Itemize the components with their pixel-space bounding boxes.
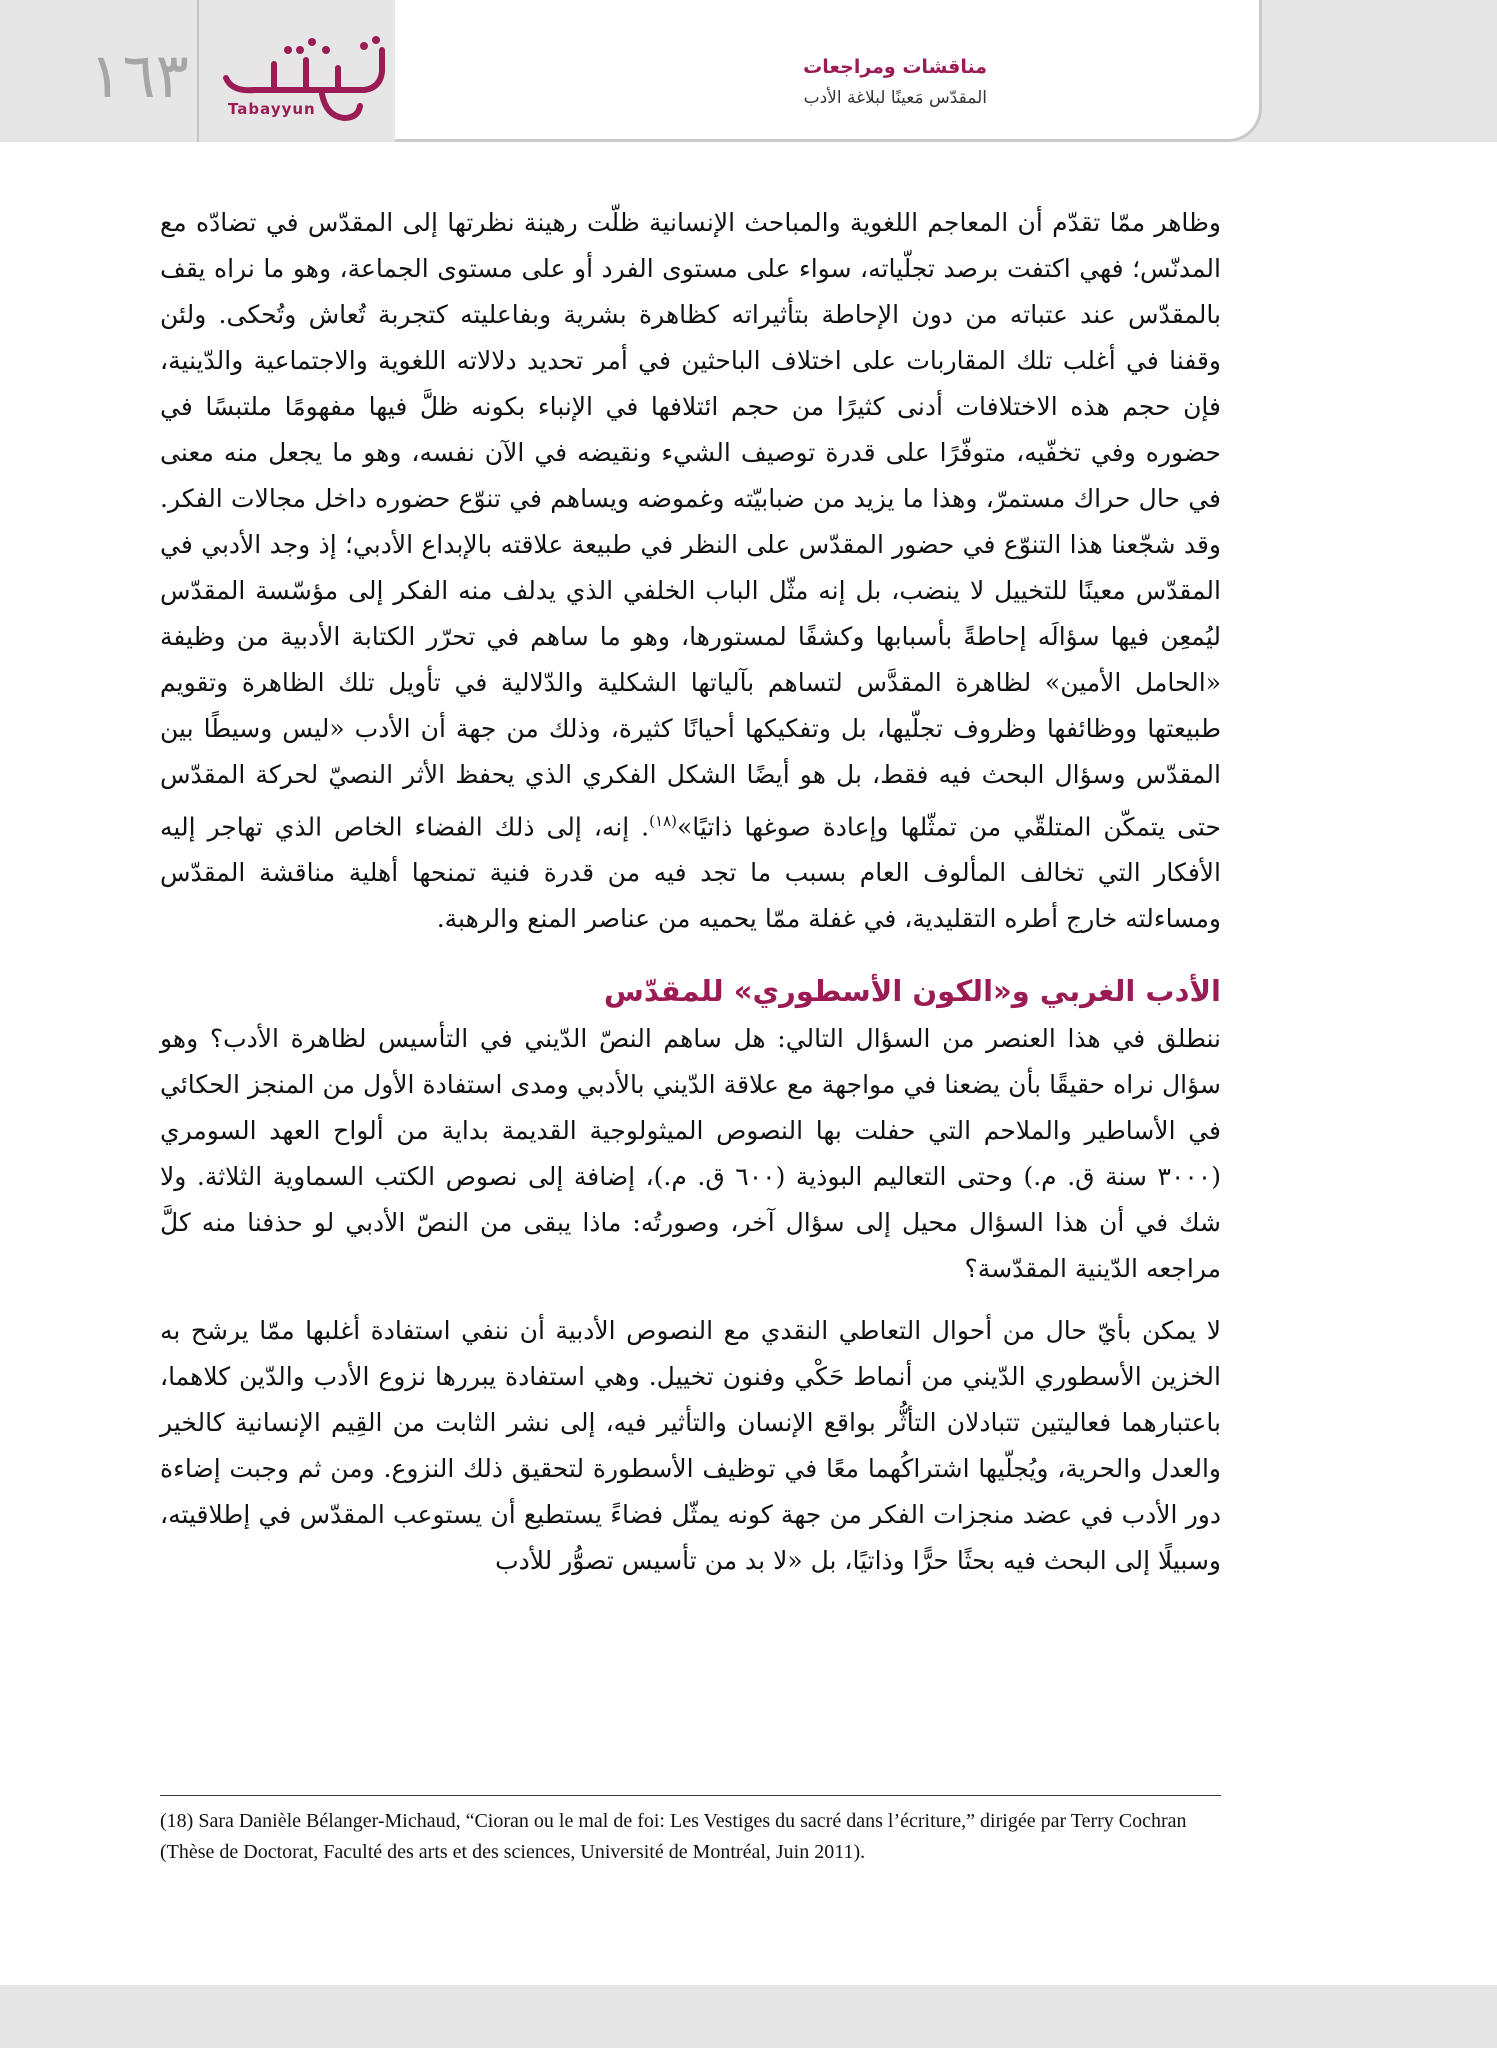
page-number: ١٦٣ (89, 39, 189, 112)
footnote-rule (160, 1795, 1221, 1796)
logo-latin-text: Tabayyun (228, 100, 316, 118)
paragraph-text: . إنه، إلى ذلك الفضاء الخاص الذي تهاجر إليه الأفكار التي تخالف المألوف العام بسبب ما تجد فيه من قدرة فنية تمنحها أهلية مناقشة المقدّس ومساءلته خارج أطره التقليدية، في غفلة ممّا يحميه من عناصر المنع والرهبة. (160, 812, 1221, 934)
footnote-reference: (١٨) (649, 812, 677, 830)
section-heading: الأدب الغربي و«الكون الأسطوري» للمقدّس (603, 974, 1221, 1009)
section-title: مناقشات ومراجعات (803, 56, 987, 78)
paragraph: ننطلق في هذا العنصر من السؤال التالي: هل ساهم النصّ الدّيني في التأسيس لظاهرة الأدب؟ وهو سؤال نراه حقيقًا بأن يضعنا في مواجهة مع علاقة الدّيني بالأدبي ومدى استفادة الأول من المنجز الحكائي في الأساطير والملاحم التي حفلت بها النصوص الميثولوجية القديمة بداية من ألواح العهد السومري (٣٠٠٠ سنة ق. م.) وحتى التعاليم البوذية (٦٠٠ ق. م.)، إضافة إلى نصوص الكتب السماوية الثلاثة. ولا شك في أن هذا السؤال محيل إلى سؤال آخر، وصورتُه: ماذا يبقى من النصّ الأدبي لو حذفنا منه كلَّ مراجعه الدّينية المقدّسة؟ (160, 1024, 1221, 1284)
running-title: المقدّس مَعينًا لبلاغة الأدب (803, 88, 987, 108)
bottom-band (0, 1985, 1497, 2048)
article-body (160, 200, 1221, 1584)
paragraph: لا يمكن بأيّ حال من أحوال التعاطي النقدي مع النصوص الأدبية أن ننفي استفادة أغلبها ممّا يرشح به الخزين الأسطوري الدّيني من أنماط حَكْي وفنون تخييل. وهي استفادة يبررها نزوع الأدب والدّين كلاهما، باعتبارهما فعاليتين تتبادلان التأثُّر بواقع الإنسان والتأثير فيه، إلى نشر الثابت من القِيم الإنسانية كالخير والعدل والحرية، ويُجلّيها اشتراكُهما معًا في توظيف الأسطورة لتحقيق ذلك النزوع. ومن ثم وجبت إضاءة دور الأدب في عضد منجزات الفكر من جهة كونه يمثّل فضاءً يستطيع أن يستوعب المقدّس في إطلاقيته، وسبيلًا إلى البحث فيه بحثًا حرًّا وذاتيًا، بل «لا بد من تأسيس تصوُّر للأدب (160, 1316, 1221, 1576)
tabayyun-logo (214, 20, 396, 132)
paragraph-text: وظاهر ممّا تقدّم أن المعاجم اللغوية والمباحث الإنسانية ظلّت رهينة نظرتها إلى المقدّس في تضادّه مع المدنّس؛ فهي اكتفت برصد تجلّياته، سواء على مستوى الفرد أو على مستوى الجماعة، وهو ما نراه يقف بالمقدّس عند عتباته من دون الإحاطة بتأثيراته كظاهرة بشرية وبفاعليته كتجربة تُعاش وتُحكى. ولئن وقفنا في أغلب تلك المقاربات على اختلاف الباحثين في أمر تحديد دلالاته اللغوية والاجتماعية والدّينية، فإن حجم هذه الاختلافات أدنى كثيرًا من حجم ائتلافها في الإنباء بكونه ظلَّ فيها مفهومًا ملتبسًا في حضوره وفي تخفّيه، متوفّرًا على قدرة توصيف الشيء ونقيضه في الآن نفسه، وهو ما يجعل منه معنى في حال حراك مستمرّ، وهذا ما يزيد من ضبابيّته وغموضه ويساهم في تنوّع حضوره داخل مجالات الفكر. وقد شجّعنا هذا التنوّع في حضور المقدّس على النظر في طبيعة علاقته بالإبداع الأدبي؛ إذ وجد الأدبي في المقدّس معينًا للتخييل لا ينضب، بل إنه مثّل الباب الخلفي الذي يدلف منه الفكر إلى مؤسّسة المقدّس ليُمعِن فيها سؤالَه إحاطةً بأسبابها وكشفًا لمستورها، وهو ما ساهم في تحرّر الكتابة الأدبية من وظيفة «الحامل الأمين» لظاهرة المقدَّس لتساهم بآلياتها الشكلية والدّلالية في تأويل تلك الظاهرة وتقويم طبيعتها ووظائفها وظروف تجلّيها، بل وتفكيكها أحيانًا كثيرة، وذلك من جهة أن الأدب «ليس وسيطًا بين المقدّس وسؤال البحث فيه فقط، بل هو أيضًا الشكل الفكري الذي يحفظ الأثر النصيّ لحركة المقدّس حتى يتمكّن المتلقّي من تمثّلها وإعادة صوغها ذاتيًا» (160, 208, 1221, 842)
footnote: (18) Sara Danièle Bélanger-Michaud, “Cioran ou le mal de foi: Les Vestiges du sacré dans l’écriture,” dirigée par Terry Cochran (Thèse de Doctorat, Faculté des arts et des sciences, Université de Montréal, Juin 2011). (160, 1810, 1187, 1863)
header-divider (197, 0, 199, 142)
paragraph (160, 200, 1221, 942)
header-card (395, 0, 1262, 142)
